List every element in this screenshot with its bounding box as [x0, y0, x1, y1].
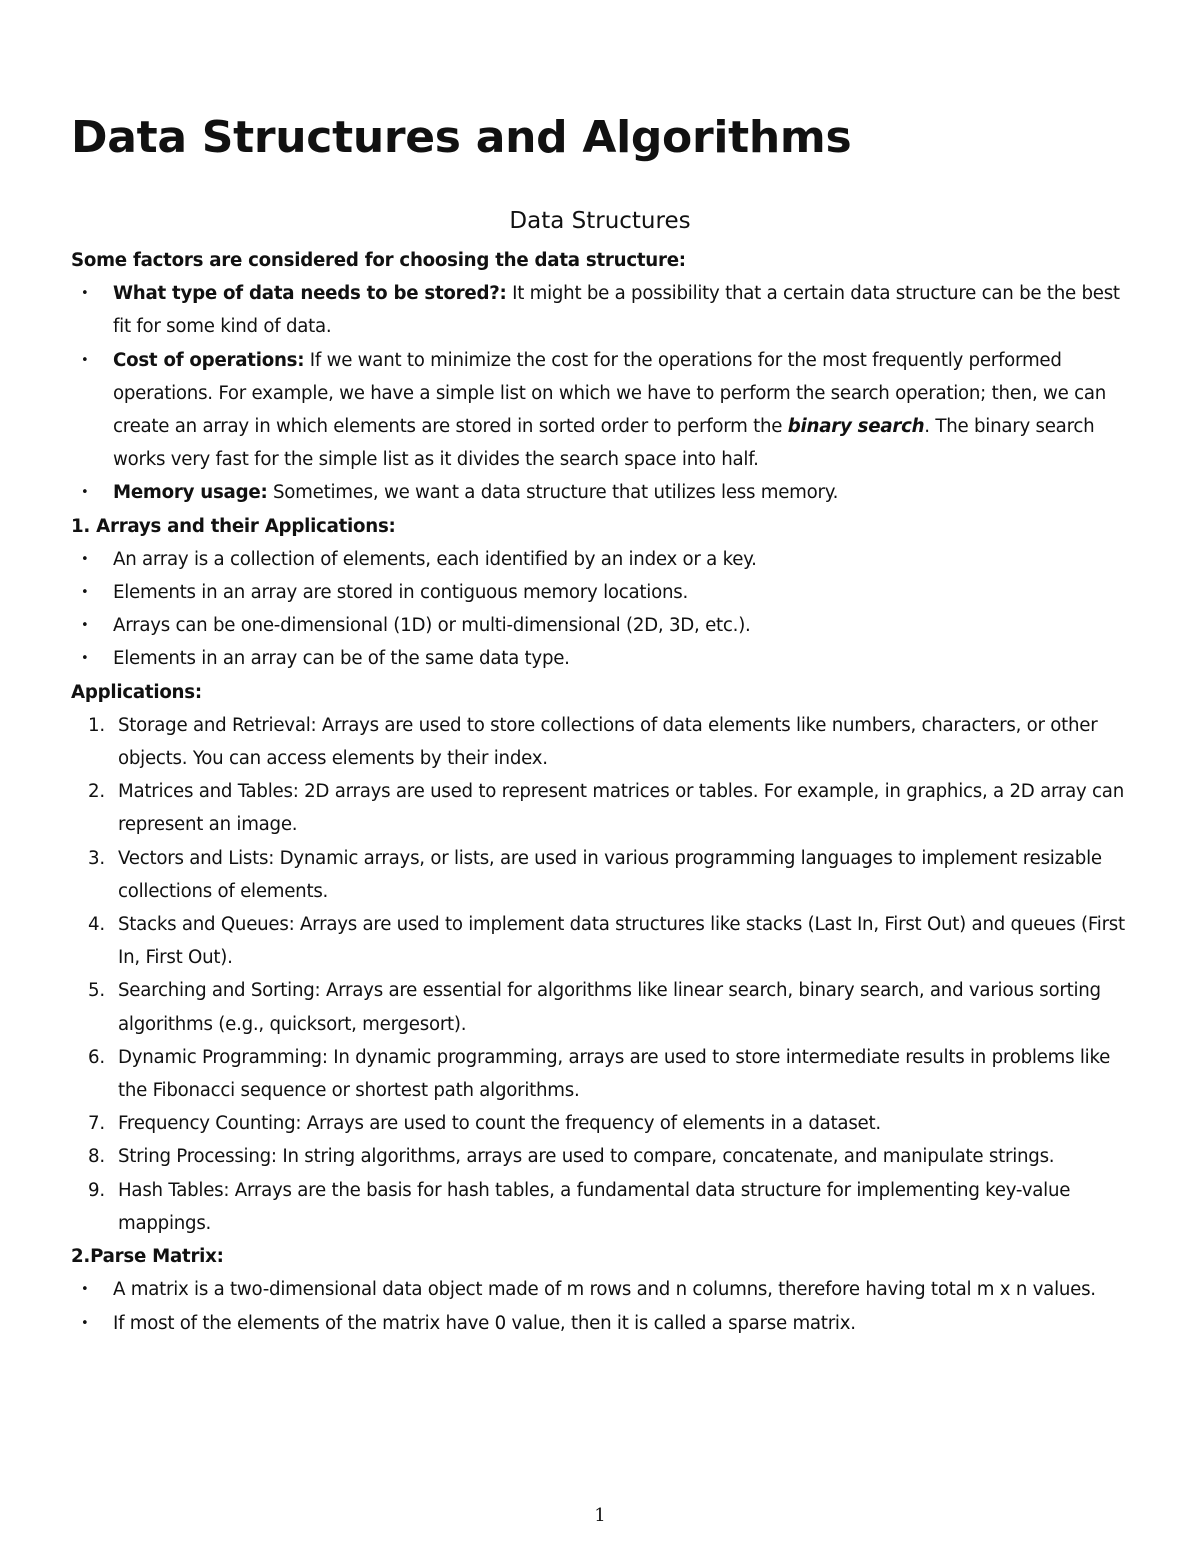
application-text: Dynamic Programming: In dynamic programming, arrays are used to store intermediate results in problems like the Fibonacci sequence or shortest path algorithms.	[118, 1046, 1111, 1102]
bullet-icon: •	[81, 485, 89, 501]
arrays-heading: 1. Arrays and their Applications:	[71, 515, 396, 537]
factor-emphasis: binary search	[787, 416, 925, 438]
sparse-item	[71, 1307, 1141, 1340]
list-number: 7.	[88, 1113, 105, 1135]
application-text: Matrices and Tables: 2D arrays are used to represent matrices or tables. For example, in graphics, a 2D array can represent an image.	[118, 781, 1124, 836]
bullet-icon: •	[81, 551, 89, 567]
bullet-icon: •	[81, 1282, 89, 1298]
application-item	[71, 1107, 1141, 1140]
list-number: 8.	[88, 1146, 105, 1168]
applications-heading: Applications:	[71, 681, 202, 703]
factor-text: It might be a possibility that a certain data structure can be the best fit for some kind of data.	[113, 283, 1120, 338]
arrays-item-text: An array is a collection of elements, each identified by an index or a key.	[113, 548, 757, 570]
application-text: Vectors and Lists: Dynamic arrays, or lists, are used in various programming languages to implement resizable collections of elements.	[118, 847, 1102, 902]
bullet-icon: •	[81, 286, 89, 302]
application-item	[71, 842, 1141, 908]
application-item	[71, 1140, 1141, 1173]
arrays-item	[71, 642, 1141, 675]
document-body	[71, 244, 1141, 1340]
factor-text-after: . The binary search works very fast for the simple list as it divides the search space into half.	[113, 416, 1095, 471]
list-number: 2.	[88, 781, 105, 803]
section-subtitle: Data Structures	[509, 208, 691, 234]
application-item	[71, 775, 1141, 841]
bullet-icon: •	[81, 1315, 89, 1331]
list-number: 4.	[88, 914, 105, 936]
application-text: Frequency Counting: Arrays are used to count the frequency of elements in a dataset.	[118, 1113, 881, 1135]
bullet-icon: •	[81, 352, 89, 368]
arrays-item-text: Arrays can be one-dimensional (1D) or multi-dimensional (2D, 3D, etc.).	[113, 615, 751, 637]
application-text: Stacks and Queues: Arrays are used to implement data structures like stacks (Last In, First Out) and queues (First In, First Out).	[118, 914, 1125, 969]
application-text: Storage and Retrieval: Arrays are used to store collections of data elements like numbers, characters, or other objects. You can access elements by their index.	[118, 714, 1098, 770]
sparse-matrix-heading: 2.Parse Matrix:	[71, 1246, 224, 1268]
application-item	[71, 709, 1141, 775]
application-text: Searching and Sorting: Arrays are essential for algorithms like linear search, binary search, and various sorting algorithms (e.g., quicksort, mergesort).	[118, 980, 1101, 1035]
factor-item	[71, 344, 1141, 477]
bullet-icon: •	[81, 618, 89, 634]
bullet-icon: •	[81, 651, 89, 667]
list-number: 5.	[88, 980, 105, 1002]
factor-lead: Memory usage:	[113, 482, 268, 504]
sparse-item	[71, 1273, 1141, 1306]
application-item	[71, 1174, 1141, 1240]
factors-list	[71, 277, 1141, 509]
arrays-item	[71, 543, 1141, 576]
sparse-item-text: If most of the elements of the matrix have 0 value, then it is called a sparse matrix.	[113, 1312, 856, 1334]
list-number: 1.	[88, 714, 105, 736]
application-item	[71, 1041, 1141, 1107]
list-number: 3.	[88, 847, 105, 869]
bullet-icon: •	[81, 585, 89, 601]
arrays-item-text: Elements in an array can be of the same data type.	[113, 648, 570, 670]
factor-text: Sometimes, we want a data structure that utilizes less memory.	[267, 482, 839, 504]
arrays-list	[71, 543, 1141, 676]
factor-lead: Cost of operations:	[113, 349, 305, 371]
application-item	[71, 974, 1141, 1040]
applications-list	[71, 709, 1141, 1240]
sparse-item-text: A matrix is a two-dimensional data object made of m rows and n columns, therefore having total m x n values.	[113, 1279, 1096, 1301]
page-number: 1	[594, 1505, 606, 1526]
factors-heading: Some factors are considered for choosing the data structure:	[71, 250, 686, 271]
factor-item	[71, 277, 1141, 343]
list-number: 9.	[88, 1179, 105, 1201]
document-title: Data Structures and Algorithms	[71, 112, 852, 163]
sparse-matrix-list	[71, 1273, 1141, 1339]
arrays-item	[71, 576, 1141, 609]
arrays-item-text: Elements in an array are stored in contiguous memory locations.	[113, 582, 688, 604]
factor-text: If we want to minimize the cost for the operations for the most frequently performed operations. For example, we have a simple list on which we have to perform the search operation; then, we can create an array in which elements are stored in sorted order to perform the	[113, 349, 1107, 438]
arrays-item	[71, 609, 1141, 642]
list-number: 6.	[88, 1046, 105, 1068]
factor-lead: What type of data needs to be stored?:	[113, 283, 507, 305]
application-text: String Processing: In string algorithms, arrays are used to compare, concatenate, and manipulate strings.	[118, 1146, 1055, 1168]
application-item	[71, 908, 1141, 974]
application-text: Hash Tables: Arrays are the basis for hash tables, a fundamental data structure for implementing key-value mappings.	[118, 1179, 1071, 1234]
factor-item	[71, 476, 1141, 509]
